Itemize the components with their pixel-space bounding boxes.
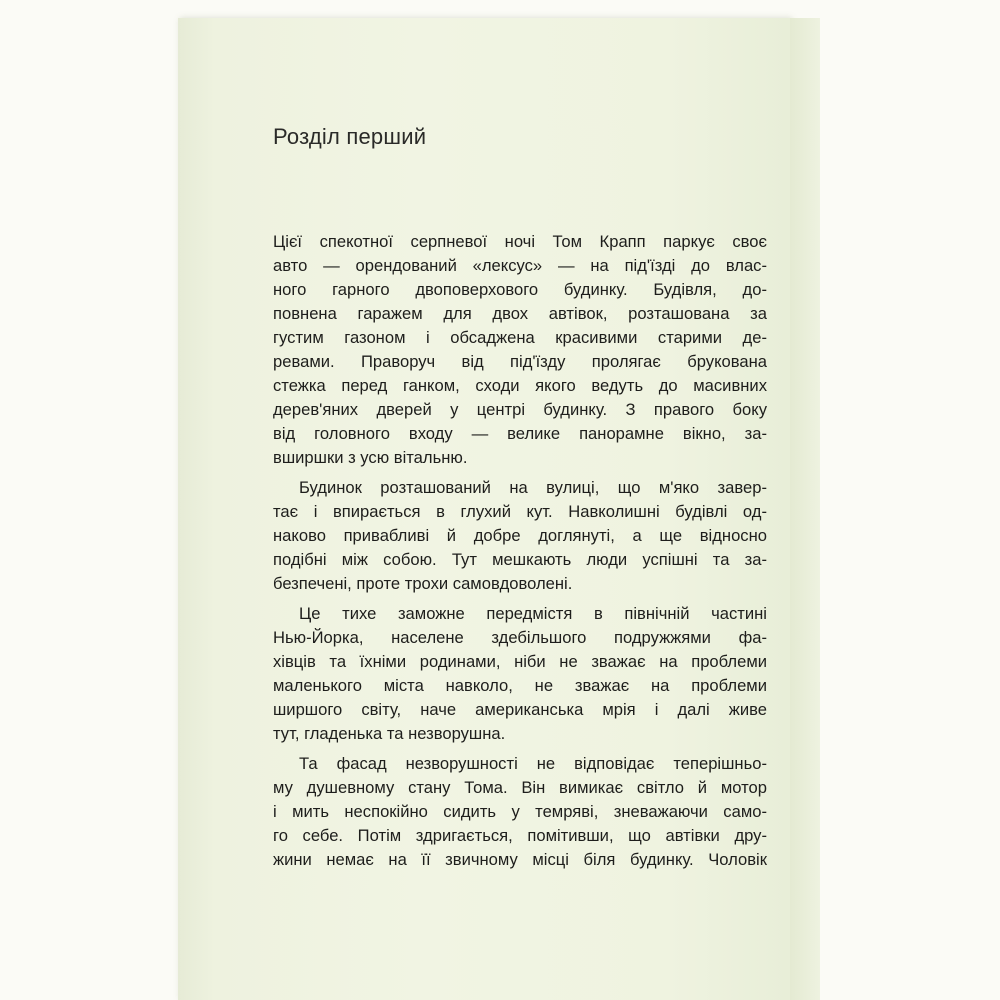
chapter-title: Розділ перший [273, 124, 427, 149]
text-line: Це тихе заможне передмістя в північній частині [299, 604, 767, 623]
text-line: авто — орендований «лексус» — на під'їзді до влас- [273, 256, 767, 275]
text-line: подібні між собою. Тут мешкають люди успішні та за- [273, 550, 767, 569]
text-line: ревами. Праворуч від під'їзду пролягає брукована [273, 352, 767, 371]
text-line: і мить неспокійно сидить у темряві, зневажаючи само- [273, 802, 767, 821]
text-line: стежка перед ганком, сходи якого ведуть до масивних [273, 376, 767, 395]
body-text [273, 230, 767, 878]
text-line: ширшого світу, наче американська мрія і далі живе [273, 700, 767, 719]
text-line: жини немає на її звичному місці біля будинку. Чоловік [273, 850, 767, 869]
text-line: ного гарного двоповерхового будинку. Будівля, до- [273, 280, 767, 299]
text-line: густим газоном і обсаджена красивими старими де- [273, 328, 767, 347]
text-line: тут, гладенька та незворушна. [273, 724, 506, 743]
text-line: му душевному стану Тома. Він вимикає світло й мотор [273, 778, 767, 797]
paragraph-2 [273, 476, 767, 596]
paragraph-3 [273, 602, 767, 746]
text-line: хівців та їхніми родинами, ніби не зважає на проблеми [273, 652, 767, 671]
text-line: безпечені, проте трохи самовдоволені. [273, 574, 573, 593]
text-line: повнена гаражем для двох автівок, розташована за [273, 304, 767, 323]
text-line: наково привабливі й добре доглянуті, а ще відносно [273, 526, 767, 545]
paragraph-1 [273, 230, 767, 470]
paragraph-4 [273, 752, 767, 872]
text-line: тає і впирається в глухий кут. Навколишні будівлі од- [273, 502, 767, 521]
text-line: го себе. Потім здригається, помітивши, що автівки дру- [273, 826, 767, 845]
text-line: Та фасад незворушності не відповідає теперішньо- [299, 754, 767, 773]
text-line: маленького міста навколо, не зважає на проблеми [273, 676, 767, 695]
text-line: Будинок розташований на вулиці, що м'яко завер- [299, 478, 767, 497]
text-line: Цієї спекотної серпневої ночі Том Крапп паркує своє [273, 232, 767, 251]
text-line: Нью-Йорка, населене здебільшого подружжями фа- [273, 628, 767, 647]
text-line: вширшки з усю вітальню. [273, 448, 468, 467]
text-line: від головного входу — велике панорамне вікно, за- [273, 424, 767, 443]
page-edge [790, 18, 820, 1000]
text-line: дерев'яних дверей у центрі будинку. З правого боку [273, 400, 767, 419]
